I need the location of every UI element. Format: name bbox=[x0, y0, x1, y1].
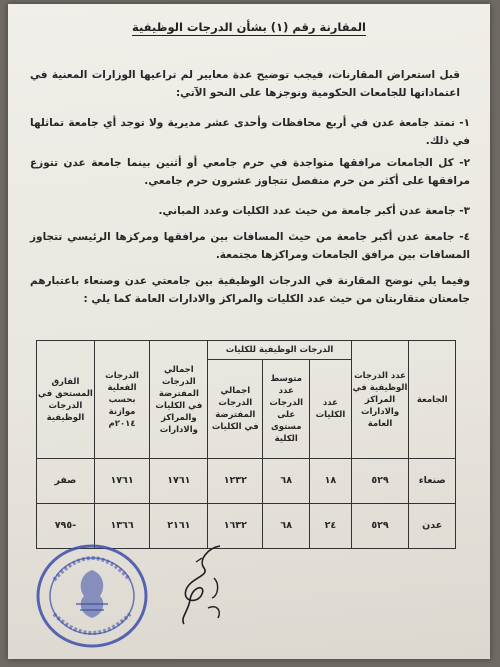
document-page bbox=[8, 4, 490, 659]
cell-avg-grades: ٦٨ bbox=[263, 459, 310, 504]
comparison-intro: وفيما يلي نوضح المقارنة في الدرجات الوظيفية بين جامعتي عدن وصنعاء باعتبارهم جامعتان متقاربتان من حيث عدد الكليات والمراكز والادارات العامة كما يلي : bbox=[30, 275, 470, 305]
header-avg-grades: متوسط عدد الدرجات على مستوى الكلية bbox=[263, 360, 310, 459]
point-4: ٤- جامعة عدن أكبر جامعة من حيث المسافات بين مرافقها ومركزها الرئيسي تتجاوز المسافات بين مرافق الجامعات ومراكزها مجتمعة. bbox=[30, 231, 470, 261]
header-difference: الفارق المستحق في الدرجات الوظيفية bbox=[37, 341, 95, 459]
official-round-stamp-icon bbox=[32, 540, 152, 652]
cell-difference: -٧٩٥ bbox=[37, 504, 95, 549]
cell-total-assumed: ١٧٦١ bbox=[150, 459, 208, 504]
cell-university: صنعاء bbox=[409, 459, 456, 504]
header-college-grades-group: الدرجات الوظيفية للكليات bbox=[208, 341, 351, 360]
header-total-colleges: اجمالي الدرجات المفترضة في الكليات bbox=[208, 360, 263, 459]
table-row bbox=[37, 459, 456, 504]
header-university: الجامعة bbox=[409, 341, 456, 459]
intro-paragraph: قبل استعراض المقارنات، فيجب توضيح عدة معايير لم تراعيها الوزارات المعنية في اعتماداتها للجامعات الحكومية ونوجزها على النحو الآتي: bbox=[30, 69, 460, 99]
cell-avg-grades: ٦٨ bbox=[263, 504, 310, 549]
point-2: ٢- كل الجامعات مرافقها متواجدة في حرم جامعي أو أثنين بينما جامعة عدن تتوزع مرافقها على أكثر من حرم منفصل تتجاوز عشرون حرم جامعي. bbox=[30, 157, 470, 187]
cell-colleges-count: ٢٤ bbox=[310, 504, 351, 549]
grades-comparison-table bbox=[36, 340, 456, 549]
cell-total-assumed: ٢١٦١ bbox=[150, 504, 208, 549]
header-admin-grades: عدد الدرجات الوظيفية في المراكز والادارات العامة bbox=[351, 341, 409, 459]
cell-university: عدن bbox=[409, 504, 456, 549]
document-title: المقارنة رقم (١) بشأن الدرجات الوظيفية bbox=[131, 20, 366, 34]
header-colleges-count: عدد الكليات bbox=[310, 360, 351, 459]
cell-admin-grades: ٥٢٩ bbox=[351, 504, 409, 549]
cell-difference: صفر bbox=[37, 459, 95, 504]
header-actual-grades: الدرجات الفعلية بحسب موازنة ٢٠١٤م bbox=[94, 341, 149, 459]
cell-total-colleges: ١٢٣٢ bbox=[208, 459, 263, 504]
cell-admin-grades: ٥٢٩ bbox=[351, 459, 409, 504]
point-3: ٣- جامعة عدن أكبر جامعة من حيث عدد الكليات وعدد المباني. bbox=[158, 205, 470, 217]
cell-actual: ١٧٦١ bbox=[94, 459, 149, 504]
cell-total-colleges: ١٦٣٢ bbox=[208, 504, 263, 549]
handwritten-signature-icon bbox=[168, 538, 238, 628]
point-1: ١- تمتد جامعة عدن في أربع محافظات وأحدى عشر مديرية ولا توجد أي جامعة تماثلها في ذلك. bbox=[30, 117, 470, 147]
cell-colleges-count: ١٨ bbox=[310, 459, 351, 504]
cell-actual: ١٣٦٦ bbox=[94, 504, 149, 549]
header-total-assumed: اجمالي الدرجات المفترضة في الكليات والمراكز والادارات bbox=[150, 341, 208, 459]
